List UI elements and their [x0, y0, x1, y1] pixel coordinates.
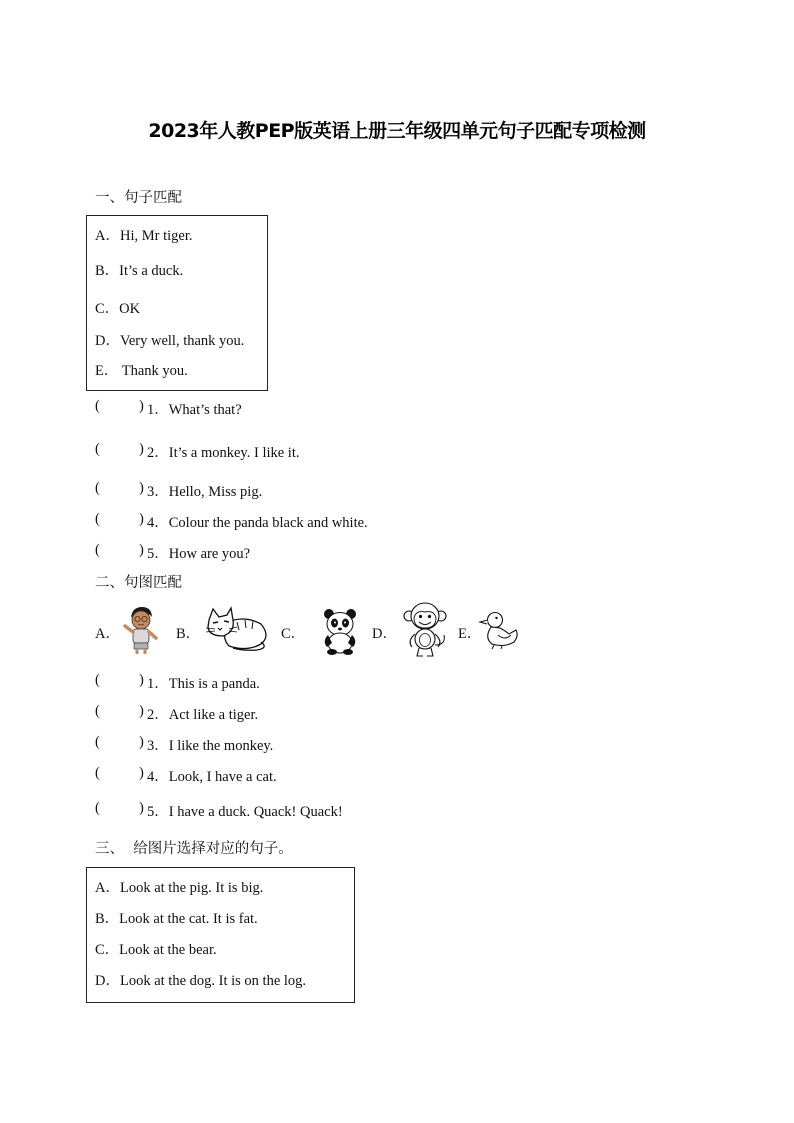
- section-1-question-1: [95, 398, 475, 418]
- section-1-option-d: [95, 329, 244, 350]
- section-3-option-c: [95, 938, 217, 959]
- question-text: This is a panda.: [168, 676, 260, 692]
- option-text: It’s a duck.: [119, 263, 184, 279]
- section-2-heading: 二、句图匹配: [95, 575, 182, 591]
- question-number: 2．: [147, 445, 169, 461]
- option-letter: C．: [95, 301, 120, 317]
- answer-blank-open[interactable]: (: [95, 672, 100, 688]
- answer-blank-close[interactable]: ): [139, 480, 144, 496]
- section-3-option-b: [95, 907, 258, 928]
- question-number: 3．: [147, 484, 169, 500]
- answer-blank-close[interactable]: ): [139, 542, 144, 558]
- question-number: 2．: [147, 707, 169, 723]
- question-number: 5．: [147, 546, 169, 562]
- option-letter: C．: [95, 942, 120, 958]
- option-letter: A．: [95, 228, 120, 244]
- answer-blank-open[interactable]: (: [95, 511, 100, 527]
- section-2-question-3: [95, 734, 475, 754]
- picture-label-b: B．: [176, 626, 201, 642]
- section-1-question-3: [95, 480, 475, 500]
- question-number: 3．: [147, 738, 169, 754]
- section-3-option-d: [95, 969, 306, 990]
- option-text: Thank you.: [118, 363, 188, 379]
- section-2-question-2: [95, 703, 475, 723]
- question-number: 5．: [147, 804, 169, 820]
- option-text: Look at the dog. It is on the log.: [119, 973, 307, 989]
- option-text: Look at the pig. It is big.: [119, 880, 264, 896]
- section-1-option-c: [95, 297, 140, 318]
- option-letter: A．: [95, 880, 120, 896]
- picture-label-d: D．: [372, 626, 397, 642]
- boy-icon: [120, 604, 162, 656]
- option-letter: D．: [95, 333, 120, 349]
- answer-blank-open[interactable]: (: [95, 441, 100, 457]
- answer-blank-open[interactable]: (: [95, 800, 100, 816]
- section-2-question-1: [95, 672, 475, 692]
- answer-blank-close[interactable]: ): [139, 765, 144, 781]
- cat-icon: [203, 606, 271, 652]
- picture-label-c: C．: [281, 626, 306, 642]
- question-text: How are you?: [168, 546, 251, 562]
- option-letter: E．: [95, 363, 119, 379]
- option-text: Hi, Mr tiger.: [119, 228, 193, 244]
- question-text: I like the monkey.: [168, 738, 274, 754]
- answer-blank-close[interactable]: ): [139, 734, 144, 750]
- question-number: 4．: [147, 769, 169, 785]
- section-1-option-a: [95, 224, 192, 245]
- answer-blank-close[interactable]: ): [139, 672, 144, 688]
- question-number: 1．: [147, 402, 169, 418]
- question-number: 4．: [147, 515, 169, 531]
- question-text: Hello, Miss pig.: [168, 484, 263, 500]
- answer-blank-open[interactable]: (: [95, 542, 100, 558]
- answer-blank-close[interactable]: ): [139, 703, 144, 719]
- answer-blank-close[interactable]: ): [139, 441, 144, 457]
- section-2-question-5: [95, 800, 475, 820]
- answer-blank-open[interactable]: (: [95, 734, 100, 750]
- question-text: What’s that?: [168, 402, 242, 418]
- picture-label-a: A．: [95, 626, 120, 642]
- section-1-question-5: [95, 542, 475, 562]
- answer-blank-open[interactable]: (: [95, 398, 100, 414]
- question-text: I have a duck. Quack! Quack!: [168, 804, 343, 820]
- question-text: It’s a monkey. I like it.: [168, 445, 300, 461]
- page-title: 2023年人教PEP版英语上册三年级四单元句子匹配专项检测: [148, 120, 646, 142]
- section-1-question-2: [95, 441, 475, 461]
- panda-icon: [318, 607, 362, 655]
- section-3-option-a: [95, 876, 263, 897]
- answer-blank-close[interactable]: ): [139, 511, 144, 527]
- answer-blank-open[interactable]: (: [95, 703, 100, 719]
- option-text: OK: [119, 301, 141, 317]
- option-letter: B．: [95, 263, 120, 279]
- option-letter: B．: [95, 911, 120, 927]
- picture-label-e: E．: [458, 626, 482, 642]
- section-1-question-4: [95, 511, 475, 531]
- question-text: Colour the panda black and white.: [168, 515, 368, 531]
- answer-blank-close[interactable]: ): [139, 398, 144, 414]
- option-text: Look at the bear.: [119, 942, 217, 958]
- answer-blank-open[interactable]: (: [95, 480, 100, 496]
- question-number: 1．: [147, 676, 169, 692]
- section-1-option-b: [95, 259, 183, 280]
- section-2-question-4: [95, 765, 475, 785]
- section-1-option-e: [95, 359, 188, 380]
- option-text: Very well, thank you.: [119, 333, 245, 349]
- option-text: Look at the cat. It is fat.: [119, 911, 258, 927]
- section-1-heading: 一、句子匹配: [95, 190, 182, 206]
- section-3-heading: 三、 给图片选择对应的句子。: [95, 841, 293, 857]
- answer-blank-close[interactable]: ): [139, 800, 144, 816]
- answer-blank-open[interactable]: (: [95, 765, 100, 781]
- monkey-icon: [402, 601, 448, 659]
- duck-icon: [478, 608, 520, 650]
- question-text: Look, I have a cat.: [168, 769, 277, 785]
- option-letter: D．: [95, 973, 120, 989]
- question-text: Act like a tiger.: [168, 707, 259, 723]
